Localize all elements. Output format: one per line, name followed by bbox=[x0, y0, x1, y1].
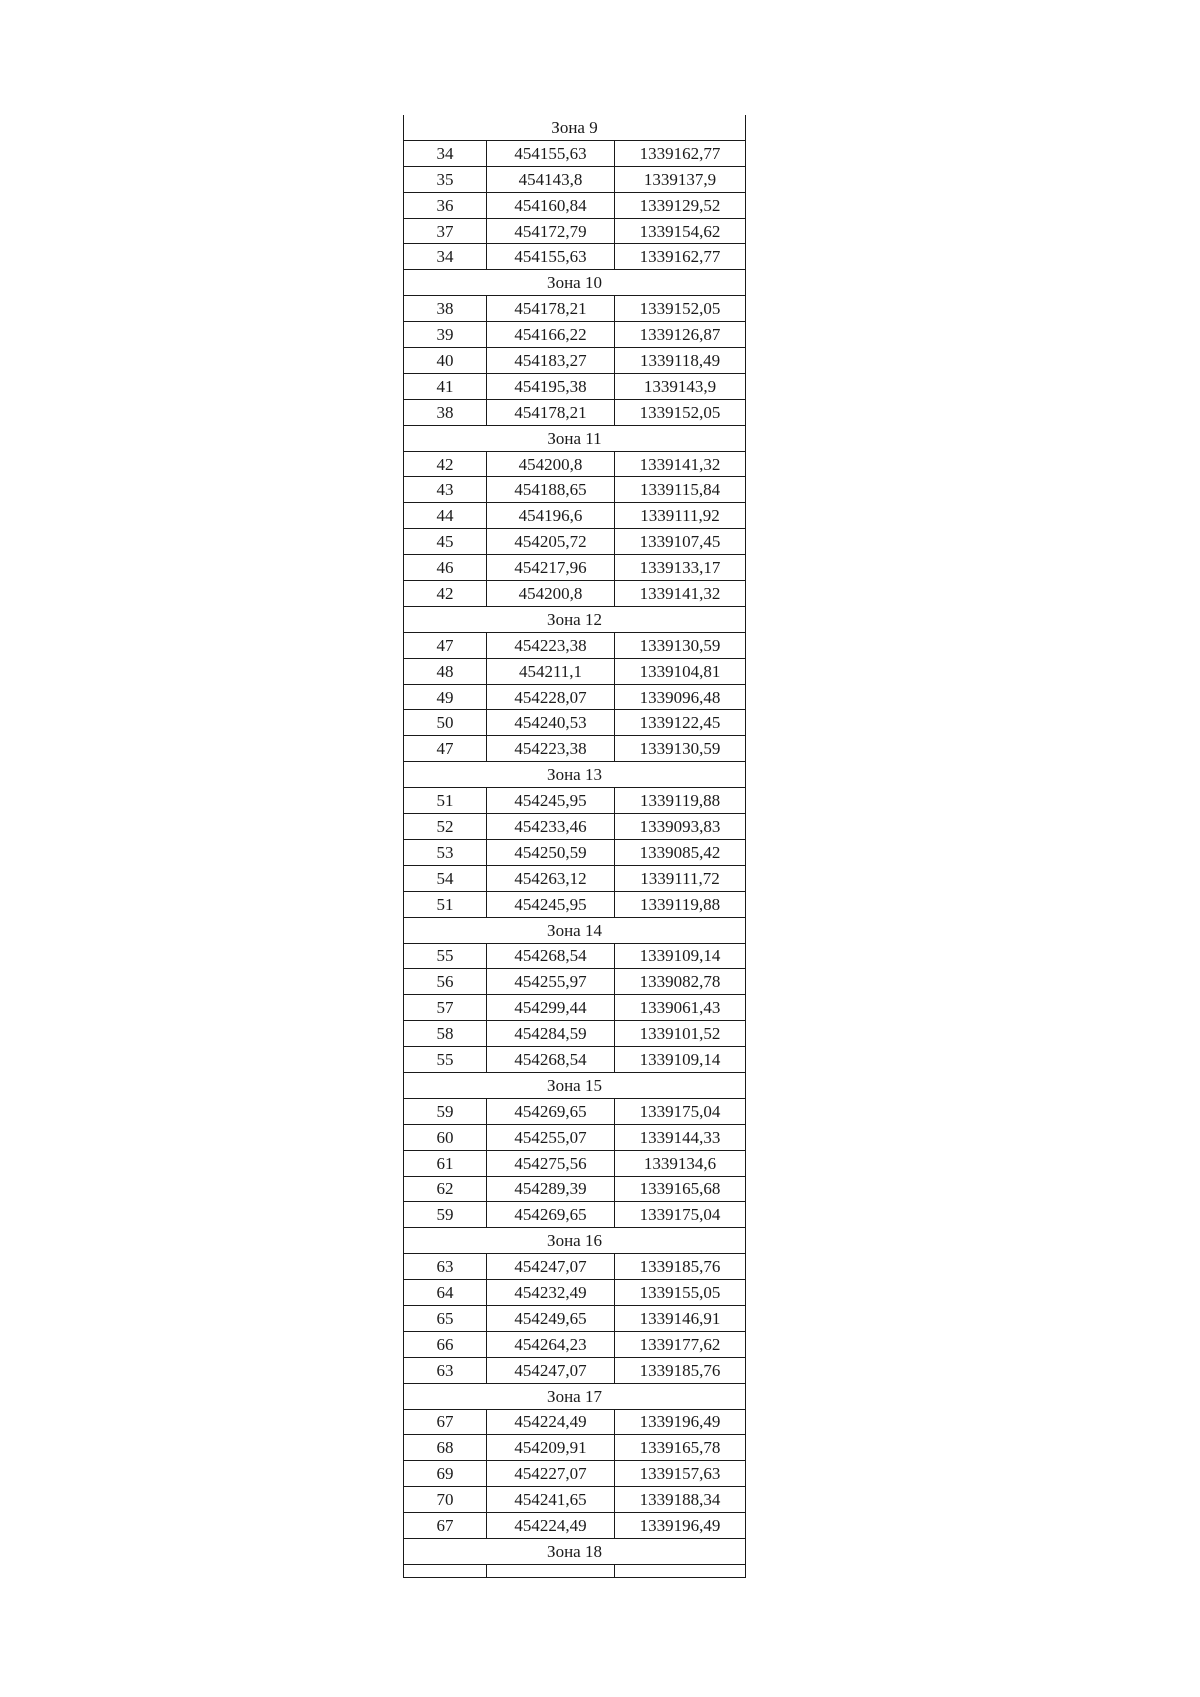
table-row bbox=[404, 503, 746, 529]
x-coordinate-cell: 454240,53 bbox=[487, 710, 615, 736]
point-number-cell: 57 bbox=[404, 995, 487, 1021]
point-number-cell: 55 bbox=[404, 1047, 487, 1073]
table-row bbox=[404, 1021, 746, 1047]
table-row bbox=[404, 348, 746, 374]
table-row bbox=[404, 891, 746, 917]
x-coordinate-cell: 454289,39 bbox=[487, 1176, 615, 1202]
zone-header-row bbox=[404, 1228, 746, 1254]
point-number-cell: 50 bbox=[404, 710, 487, 736]
x-coordinate-cell: 454178,21 bbox=[487, 399, 615, 425]
y-coordinate-cell: 1339165,68 bbox=[615, 1176, 746, 1202]
x-coordinate-cell: 454178,21 bbox=[487, 296, 615, 322]
y-coordinate-cell: 1339154,62 bbox=[615, 218, 746, 244]
y-coordinate-cell: 1339119,88 bbox=[615, 891, 746, 917]
y-coordinate-cell: 1339129,52 bbox=[615, 192, 746, 218]
point-number-cell: 35 bbox=[404, 166, 487, 192]
table-row bbox=[404, 529, 746, 555]
point-number-cell: 63 bbox=[404, 1254, 487, 1280]
zone-header-row bbox=[404, 1538, 746, 1564]
point-number-cell: 42 bbox=[404, 451, 487, 477]
y-coordinate-cell: 1339085,42 bbox=[615, 839, 746, 865]
table-row bbox=[404, 1513, 746, 1539]
point-number-cell: 65 bbox=[404, 1305, 487, 1331]
zone-header-row bbox=[404, 270, 746, 296]
x-coordinate-cell: 454269,65 bbox=[487, 1098, 615, 1124]
table-row bbox=[404, 1435, 746, 1461]
x-coordinate-cell: 454284,59 bbox=[487, 1021, 615, 1047]
table-row bbox=[404, 1280, 746, 1306]
x-coordinate-cell: 454228,07 bbox=[487, 684, 615, 710]
y-coordinate-cell: 1339126,87 bbox=[615, 322, 746, 348]
point-number-cell: 42 bbox=[404, 581, 487, 607]
zone-header-row bbox=[404, 1072, 746, 1098]
zone-header-row bbox=[404, 917, 746, 943]
point-number-cell: 37 bbox=[404, 218, 487, 244]
point-number-cell: 58 bbox=[404, 1021, 487, 1047]
table-row bbox=[404, 555, 746, 581]
x-coordinate-cell: 454166,22 bbox=[487, 322, 615, 348]
x-coordinate-cell: 454224,49 bbox=[487, 1409, 615, 1435]
table-row bbox=[404, 1409, 746, 1435]
table-row bbox=[404, 814, 746, 840]
point-number-cell: 46 bbox=[404, 555, 487, 581]
point-number-cell: 67 bbox=[404, 1513, 487, 1539]
point-number-cell: 67 bbox=[404, 1409, 487, 1435]
x-coordinate-cell: 454249,65 bbox=[487, 1305, 615, 1331]
x-coordinate-cell: 454183,27 bbox=[487, 348, 615, 374]
zone-title: Зона 13 bbox=[404, 762, 746, 788]
point-number-cell: 55 bbox=[404, 943, 487, 969]
x-coordinate-cell: 454188,65 bbox=[487, 477, 615, 503]
coordinates-table-body bbox=[404, 115, 746, 1577]
point-number-cell: 43 bbox=[404, 477, 487, 503]
table-row bbox=[404, 1202, 746, 1228]
x-coordinate-cell: 454241,65 bbox=[487, 1487, 615, 1513]
y-coordinate-cell: 1339152,05 bbox=[615, 399, 746, 425]
y-coordinate-cell: 1339144,33 bbox=[615, 1124, 746, 1150]
table-row bbox=[404, 788, 746, 814]
x-coordinate-cell: 454268,54 bbox=[487, 1047, 615, 1073]
point-number-cell: 64 bbox=[404, 1280, 487, 1306]
x-coordinate-cell: 454155,63 bbox=[487, 244, 615, 270]
y-coordinate-cell: 1339111,72 bbox=[615, 865, 746, 891]
zone-header-row bbox=[404, 425, 746, 451]
point-number-cell: 60 bbox=[404, 1124, 487, 1150]
y-coordinate-cell: 1339107,45 bbox=[615, 529, 746, 555]
zone-header-row bbox=[404, 1383, 746, 1409]
y-coordinate-cell: 1339130,59 bbox=[615, 632, 746, 658]
table-row bbox=[404, 192, 746, 218]
zone-title: Зона 18 bbox=[404, 1538, 746, 1564]
y-coordinate-cell: 1339118,49 bbox=[615, 348, 746, 374]
y-coordinate-cell: 1339143,9 bbox=[615, 373, 746, 399]
y-coordinate-cell: 1339141,32 bbox=[615, 581, 746, 607]
point-number-cell: 49 bbox=[404, 684, 487, 710]
point-number-cell: 69 bbox=[404, 1461, 487, 1487]
y-coordinate-cell: 1339134,6 bbox=[615, 1150, 746, 1176]
y-coordinate-cell: 1339175,04 bbox=[615, 1202, 746, 1228]
table-row bbox=[404, 218, 746, 244]
y-coordinate-cell: 1339141,32 bbox=[615, 451, 746, 477]
x-coordinate-cell: 454245,95 bbox=[487, 891, 615, 917]
point-number-cell: 51 bbox=[404, 788, 487, 814]
x-coordinate-cell: 454195,38 bbox=[487, 373, 615, 399]
table-row bbox=[404, 1150, 746, 1176]
table-row bbox=[404, 1487, 746, 1513]
table-row bbox=[404, 710, 746, 736]
point-number-cell: 59 bbox=[404, 1098, 487, 1124]
x-coordinate-cell: 454268,54 bbox=[487, 943, 615, 969]
y-coordinate-cell: 1339111,92 bbox=[615, 503, 746, 529]
table-row bbox=[404, 865, 746, 891]
table-row bbox=[404, 658, 746, 684]
x-coordinate-cell: 454223,38 bbox=[487, 736, 615, 762]
zone-title: Зона 16 bbox=[404, 1228, 746, 1254]
y-coordinate-cell: 1339093,83 bbox=[615, 814, 746, 840]
point-number-cell: 53 bbox=[404, 839, 487, 865]
x-coordinate-cell: 454211,1 bbox=[487, 658, 615, 684]
x-coordinate-cell: 454255,97 bbox=[487, 969, 615, 995]
point-number-cell: 70 bbox=[404, 1487, 487, 1513]
x-coordinate-cell: 454247,07 bbox=[487, 1254, 615, 1280]
point-number-cell: 34 bbox=[404, 244, 487, 270]
point-number-cell: 40 bbox=[404, 348, 487, 374]
empty-cell bbox=[615, 1564, 746, 1577]
table-row bbox=[404, 1461, 746, 1487]
table-row bbox=[404, 296, 746, 322]
empty-cell bbox=[404, 1564, 487, 1577]
table-row-empty bbox=[404, 1564, 746, 1577]
table-row bbox=[404, 140, 746, 166]
table-row bbox=[404, 477, 746, 503]
point-number-cell: 56 bbox=[404, 969, 487, 995]
table-row bbox=[404, 1331, 746, 1357]
point-number-cell: 54 bbox=[404, 865, 487, 891]
table-row bbox=[404, 995, 746, 1021]
table-row bbox=[404, 1305, 746, 1331]
point-number-cell: 38 bbox=[404, 399, 487, 425]
table-row bbox=[404, 839, 746, 865]
table-row bbox=[404, 399, 746, 425]
zone-header-row bbox=[404, 606, 746, 632]
zone-title: Зона 15 bbox=[404, 1072, 746, 1098]
x-coordinate-cell: 454223,38 bbox=[487, 632, 615, 658]
empty-cell bbox=[487, 1564, 615, 1577]
x-coordinate-cell: 454232,49 bbox=[487, 1280, 615, 1306]
x-coordinate-cell: 454196,6 bbox=[487, 503, 615, 529]
point-number-cell: 41 bbox=[404, 373, 487, 399]
y-coordinate-cell: 1339162,77 bbox=[615, 140, 746, 166]
point-number-cell: 47 bbox=[404, 632, 487, 658]
y-coordinate-cell: 1339119,88 bbox=[615, 788, 746, 814]
coordinates-table bbox=[403, 115, 746, 1578]
table-row bbox=[404, 1047, 746, 1073]
y-coordinate-cell: 1339185,76 bbox=[615, 1254, 746, 1280]
table-row bbox=[404, 969, 746, 995]
table-row bbox=[404, 1357, 746, 1383]
x-coordinate-cell: 454172,79 bbox=[487, 218, 615, 244]
y-coordinate-cell: 1339146,91 bbox=[615, 1305, 746, 1331]
zone-header-row bbox=[404, 762, 746, 788]
x-coordinate-cell: 454200,8 bbox=[487, 581, 615, 607]
table-row bbox=[404, 373, 746, 399]
zone-title: Зона 11 bbox=[404, 425, 746, 451]
table-row bbox=[404, 1124, 746, 1150]
x-coordinate-cell: 454233,46 bbox=[487, 814, 615, 840]
zone-title: Зона 17 bbox=[404, 1383, 746, 1409]
table-row bbox=[404, 632, 746, 658]
point-number-cell: 68 bbox=[404, 1435, 487, 1461]
x-coordinate-cell: 454205,72 bbox=[487, 529, 615, 555]
table-row bbox=[404, 166, 746, 192]
point-number-cell: 34 bbox=[404, 140, 487, 166]
x-coordinate-cell: 454269,65 bbox=[487, 1202, 615, 1228]
y-coordinate-cell: 1339133,17 bbox=[615, 555, 746, 581]
y-coordinate-cell: 1339162,77 bbox=[615, 244, 746, 270]
y-coordinate-cell: 1339115,84 bbox=[615, 477, 746, 503]
point-number-cell: 38 bbox=[404, 296, 487, 322]
table-row bbox=[404, 322, 746, 348]
x-coordinate-cell: 454264,23 bbox=[487, 1331, 615, 1357]
point-number-cell: 52 bbox=[404, 814, 487, 840]
y-coordinate-cell: 1339155,05 bbox=[615, 1280, 746, 1306]
point-number-cell: 63 bbox=[404, 1357, 487, 1383]
point-number-cell: 66 bbox=[404, 1331, 487, 1357]
x-coordinate-cell: 454247,07 bbox=[487, 1357, 615, 1383]
zone-header-row bbox=[404, 115, 746, 140]
point-number-cell: 45 bbox=[404, 529, 487, 555]
y-coordinate-cell: 1339061,43 bbox=[615, 995, 746, 1021]
zone-title: Зона 14 bbox=[404, 917, 746, 943]
y-coordinate-cell: 1339152,05 bbox=[615, 296, 746, 322]
zone-title: Зона 9 bbox=[404, 115, 746, 140]
table-row bbox=[404, 451, 746, 477]
y-coordinate-cell: 1339185,76 bbox=[615, 1357, 746, 1383]
x-coordinate-cell: 454224,49 bbox=[487, 1513, 615, 1539]
x-coordinate-cell: 454155,63 bbox=[487, 140, 615, 166]
table-row bbox=[404, 1254, 746, 1280]
point-number-cell: 61 bbox=[404, 1150, 487, 1176]
x-coordinate-cell: 454209,91 bbox=[487, 1435, 615, 1461]
x-coordinate-cell: 454299,44 bbox=[487, 995, 615, 1021]
y-coordinate-cell: 1339082,78 bbox=[615, 969, 746, 995]
y-coordinate-cell: 1339188,34 bbox=[615, 1487, 746, 1513]
x-coordinate-cell: 454250,59 bbox=[487, 839, 615, 865]
zone-title: Зона 12 bbox=[404, 606, 746, 632]
table-row bbox=[404, 244, 746, 270]
point-number-cell: 59 bbox=[404, 1202, 487, 1228]
point-number-cell: 44 bbox=[404, 503, 487, 529]
x-coordinate-cell: 454200,8 bbox=[487, 451, 615, 477]
y-coordinate-cell: 1339196,49 bbox=[615, 1409, 746, 1435]
table-row bbox=[404, 736, 746, 762]
y-coordinate-cell: 1339165,78 bbox=[615, 1435, 746, 1461]
point-number-cell: 36 bbox=[404, 192, 487, 218]
y-coordinate-cell: 1339177,62 bbox=[615, 1331, 746, 1357]
table-row bbox=[404, 1098, 746, 1124]
y-coordinate-cell: 1339196,49 bbox=[615, 1513, 746, 1539]
y-coordinate-cell: 1339109,14 bbox=[615, 1047, 746, 1073]
y-coordinate-cell: 1339101,52 bbox=[615, 1021, 746, 1047]
point-number-cell: 47 bbox=[404, 736, 487, 762]
x-coordinate-cell: 454255,07 bbox=[487, 1124, 615, 1150]
y-coordinate-cell: 1339122,45 bbox=[615, 710, 746, 736]
table-row bbox=[404, 684, 746, 710]
x-coordinate-cell: 454245,95 bbox=[487, 788, 615, 814]
x-coordinate-cell: 454160,84 bbox=[487, 192, 615, 218]
point-number-cell: 62 bbox=[404, 1176, 487, 1202]
x-coordinate-cell: 454227,07 bbox=[487, 1461, 615, 1487]
x-coordinate-cell: 454263,12 bbox=[487, 865, 615, 891]
y-coordinate-cell: 1339137,9 bbox=[615, 166, 746, 192]
x-coordinate-cell: 454143,8 bbox=[487, 166, 615, 192]
y-coordinate-cell: 1339109,14 bbox=[615, 943, 746, 969]
x-coordinate-cell: 454217,96 bbox=[487, 555, 615, 581]
y-coordinate-cell: 1339096,48 bbox=[615, 684, 746, 710]
table-row bbox=[404, 581, 746, 607]
zone-title: Зона 10 bbox=[404, 270, 746, 296]
y-coordinate-cell: 1339157,63 bbox=[615, 1461, 746, 1487]
y-coordinate-cell: 1339130,59 bbox=[615, 736, 746, 762]
table-row bbox=[404, 943, 746, 969]
y-coordinate-cell: 1339104,81 bbox=[615, 658, 746, 684]
point-number-cell: 48 bbox=[404, 658, 487, 684]
x-coordinate-cell: 454275,56 bbox=[487, 1150, 615, 1176]
y-coordinate-cell: 1339175,04 bbox=[615, 1098, 746, 1124]
point-number-cell: 51 bbox=[404, 891, 487, 917]
table-row bbox=[404, 1176, 746, 1202]
point-number-cell: 39 bbox=[404, 322, 487, 348]
